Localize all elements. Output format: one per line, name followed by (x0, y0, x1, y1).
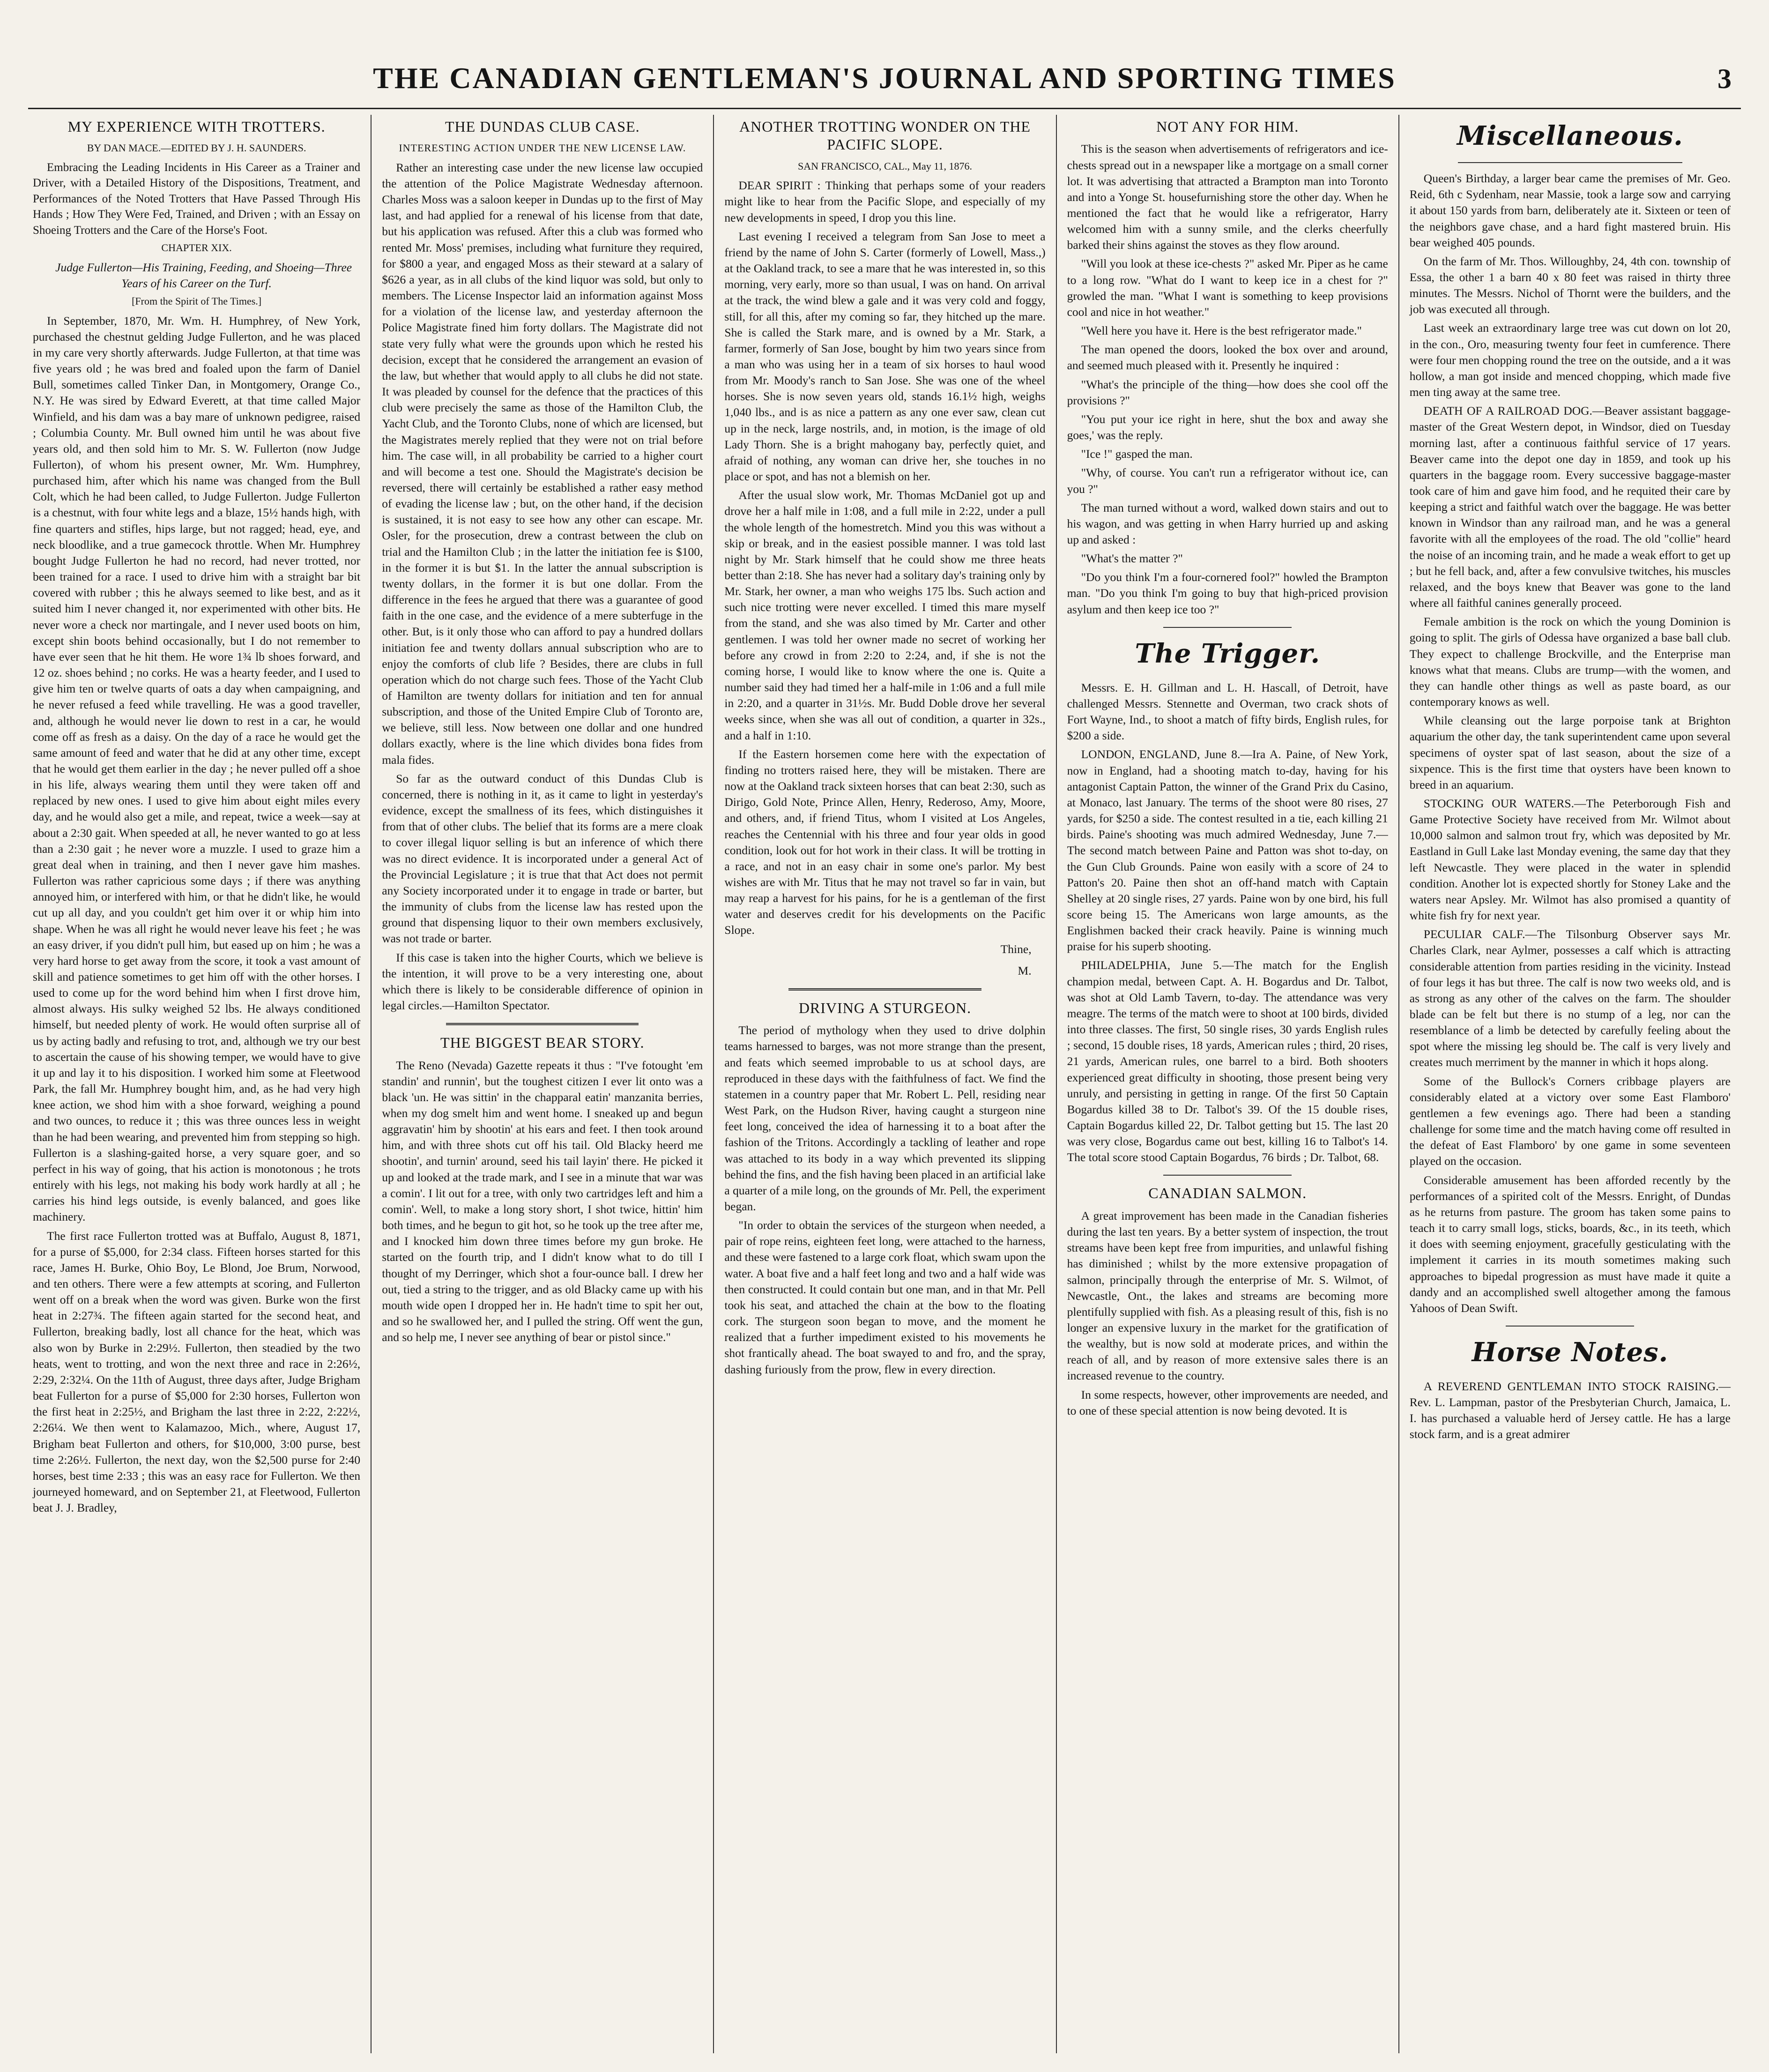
paragraph: Rather an interesting case under the new license law occupied the attention of the Police Magistrate Wednesday afternoon. Charles Moss was a saloon keeper in Dundas up to the first of May last, and had applied for a renewal of his license from that date, but his application was refused. After this a club was formed who rented Mr. Moss' premises, including what furniture they required, for $800 a year, and engaged Moss as their steward at a salary of $626 a year, as in all clubs of the kind liquor was sold, but only to members. The License Inspector laid an information against Moss for a violation of the license law, and yesterday afternoon the Police Magistrate fined him forty dollars. The Magistrate did not state very fully what were the grounds upon which he rested his decision, except that he considered the arrangement an evasion of the law, but whether that would apply to all clubs he did not state. It was pleaded by counsel for the defence that the practices of this club were precisely the same as those of the Hamilton Club, the Yacht Club, and the Toronto Clubs, none of which are licensed, but the Magistrates merely replied that they were not on trial before him. The case will, in all probability be carried to a higher court and will become a test one. Should the Magistrate's decision be reversed, there will certainly be established a rather easy method of evading the license law ; but, on the other hand, if the decision is sustained, it is not easy to see how any other can escape. Mr. Osler, for the prosecution, drew a contrast between the club on trial and the Hamilton Club ; in the latter the initiation fee is $100, in the former it is but $1. In the latter the annual subscription is twenty dollars, in the former it is but one dollar. From the difference in the fees he argued that there was a guarantee of good faith in the one case, and the evidence of a mere subterfuge in the other. But, is it only those who can afford to pay a hundred dollars initiation fee and twenty dollars annual subscription who are to enjoy the comforts of club life ? Besides, there are clubs in full operation which do not charge such fees. Those of the Yacht Club of Hamilton are twenty dollars for initiation and ten for annual subscription, and those of the United Empire Club of Toronto are, we believe, still less. Now between one dollar and one hundred dollars exactly, where is the line which divides bona fides from mala fides. (382, 160, 703, 767)
paragraph: In some respects, however, other improvements are needed, and to one of these special attention is now being devoted. It is (1067, 1387, 1388, 1417)
masthead (28, 56, 1741, 109)
dateline: SAN FRANCISCO, CAL., May 11, 1876. (797, 160, 972, 172)
paragraph: A REVEREND GENTLEMAN INTO STOCK RAISING.—Rev. L. Lampman, pastor of the Presbyterian Church, Jamaica, L. I. has purchased a valuable herd of Jersey cattle. He has a large stock farm, and is a great admirer (1409, 1379, 1731, 1441)
paragraph: STOCKING OUR WATERS.—The Peterborough Fish and Game Protective Society have received from Mr. Wilmot about 10,000 salmon and salmon trout fry, which was deposited by Mr. Eastland in Gull Lake last Monday evening, the same day that they left Newcastle. They were placed in the water in splendid condition. Another lot is expected shortly for Stoney Lake and the waters near Apsley. Mr. Wilmot has also promised a quantity of white fish fry for next year. (1409, 796, 1731, 923)
paragraph: Female ambition is the rock on which the young Dominion is going to split. The girls of Odessa have organized a base ball club. They expect to challenge Brockville, and the Enterprise man knows what that means. Clubs are trump—with the women, and they can handle other things as well as paste board, as our contemporary knows as well. (1409, 615, 1731, 709)
paragraph: "You put your ice right in here, shut the box and away she goes,' was the reply. (1067, 412, 1388, 442)
paragraph: The man opened the doors, looked the box over and around, and seemed much pleased with it. Presently he inquired : (1067, 343, 1388, 373)
paragraph: The man turned without a word, walked down stairs and out to his wagon, and was getting in when Harry hurried up and asking up and asked : (1067, 500, 1388, 546)
column-2 (371, 115, 713, 2053)
paragraph: Last evening I received a telegram from San Jose to meet a friend by the name of John S. Carter (formerly of Lowell, Mass.,) at the Oakland track, to see a mare that he was interested in, so this morning, very early, more so than usual, I was on hand. On arrival at the track, the wind blew a gale and it was very cold and foggy, still, for all this, after my coming so far, they hitched up the mare. She is called the Stark mare, and is owned by a Mr. Stark, a farmer, formerly of San Jose, bought by him two years since from a man who was using her in a team of six horses to haul wood from Mr. Moody's ranch to San Jose. She was one of the wheel horses. She is now seven years old, stands 16.1½ high, weighs 1,040 lbs., and is as nice a pattern as any one ever saw, clean cut up in the neck, large nostrils, and, in motion, is the image of old Lady Thorn. She is a bright mahogany bay, perfectly quiet, and afraid of nothing, any woman can drive her, she touches in no place or spot, and has not a blemish on her. (724, 229, 1046, 484)
paragraph: On the farm of Mr. Thos. Willoughby, 24, 4th con. township of Essa, the other 1 a barn 40 x 80 feet was raised in thirty three minutes. The Messrs. Nichol of Thornt were the builders, and the job was executed all through. (1409, 254, 1731, 316)
paragraph: A great improvement has been made in the Canadian fisheries during the last ten years. By a better system of inspection, the trout streams have been kept free from impurities, and unlawful fishing has diminished ; whilst by the more extensive propagation of salmon, principally through the enterprise of Mr. S. Wilmot, of Newcastle, Ont., the lakes and streams are becoming more plentifully supplied with fish. As a pleasing result of this, fish is no longer an expensive luxury in the market for the gratification of the wealthy, but is now sold at moderate prices, and within the reach of all, and by reason of more extensive sales there is an increased revenue to the country. (1067, 1208, 1388, 1383)
paragraph: DEAR SPIRIT : Thinking that perhaps some of your readers might like to hear from the Pacific Slope, and especially of my new developments in speed, I drop you this line. (724, 179, 1046, 224)
paragraph: "Will you look at these ice-chests ?" asked Mr. Piper as he came to a long row. "What do I want to keep ice in a chest for ?" growled the man. "What I want is something to keep provisions cool and nice in hot weather." (1067, 257, 1388, 319)
newspaper-title: THE CANADIAN GENTLEMAN'S JOURNAL AND SPORTING TIMES (373, 61, 1396, 95)
column-3 (713, 115, 1055, 2053)
paragraph: "What's the matter ?" (1081, 552, 1183, 566)
section-heading: Horse Notes. (1472, 1336, 1669, 1368)
paragraph: "Well here you have it. Here is the best refrigerator made." (1081, 324, 1362, 338)
column-1 (28, 115, 371, 2053)
paragraph: In September, 1870, Mr. Wm. H. Humphrey, of New York, purchased the chestnut gelding Judge Fullerton, and he was placed in my care very shortly afterwards. Judge Fullerton, at that time was five years old ; he was bred and foaled upon the farm of Daniel Bull, sometimes called Tinker Dan, in Montgomery, Orange Co., N.Y. He was sired by Edward Everett, at that time called Major Winfield, and his dam was a bay mare of unknown pedigree, raised ; Columbia County. Mr. Bull owned him until he was about five years old, and then sold him to Mr. S. W. Fullerton (now Judge Fullerton), of whom his present owner, Mr. Wm. Humphrey, purchased him, after which his name was changed from the Bull Colt, which he had been called, to Judge Fullerton. Judge Fullerton is a chestnut, with four white legs and a blaze, 15½ hands high, with fine quarters and stifles, hips large, but not ragged; head, eye, and neck bloodlike, and a true gamecock throttle. When Mr. Humphrey bought Judge Fullerton he had no record, had never trotted, nor been trained for a race. I used to drive him with a straight bar bit covered with rubber ; this he always seemed to like best, and as it suited him I never changed it, nor experimented with other bits. He never wore a check nor martingale, and I never used boots on him, except shin boots behind occasionally, but I do not remember to have ever seen that he hit them. He wore 1¾ lb shoes forward, and 12 oz. shoes behind ; no corks. He was a hearty feeder, and I used to give him ten or twelve quarts of oats a day when campaigning, and he never refused a feed while travelling. He was a good traveller, and, although he would never lie down to rest in a car, he would come off as fresh as a daisy. On the day of a race he would get the same amount of feed and water that he did at any other time, except that he would get them earlier in the day ; he never pulled off a shoe in his life, always wearing them until they were taken off and replaced by new ones. I used to give him about eight miles every day, and he would also get a mile, and repeat, twice a week—say at about a 2:30 gait. When speeded at all, he never wanted to go at less than a 2:30 gait ; he never wore a muzzle. I used to graze him a great deal when in training, and then I never gave him mashes. Fullerton was rather capricious some days ; if there was anything annoyed him, or interfered with him, or that he didn't like, he would cut up all day, and you couldn't get him over it or whip him into shape. When he was all right he would never leave his feet ; he was an easy driver, if you didn't pull him, but eased up on him ; he was a very hard horse to get away from the score, it took a vast amount of skill and patience sometimes to get him off with the other horses. I used to come up for the word behind him when I first drove him, almost always. His sulky weighed 52 lbs. He always conditioned himself, but needed plenty of work. He would often surprise all of us by acting badly and refusing to trot, and, although we try our best to ascertain the cause of his showing temper, we would have to give it up and lay it to his disposition. I worked him some at Fleetwood Park, the fall Mr. Humphrey bought him, and, as he had very high knee action, we shod him with a shoe forward, weighing a pound and two ounces, to reduce it ; this was three ounces less in weight than he had been wearing, and prevented him from stepping so high. Fullerton is a slashing-gaited horse, a very square goer, and so perfect in his way of going, that his action is monotonous ; he trots entirely with his legs, not making his body work hardly at all ; he carries his hind legs outside, is evenly balanced, and goes like machinery. (33, 313, 361, 1224)
byline: BY DAN MACE.—EDITED BY J. H. SAUNDERS. (87, 142, 306, 154)
article-summary: Embracing the Leading Incidents in His Career as a Trainer and Driver, with a Detailed History of the Dispositions, Treatment, and Performances of the Noted Trotters that Have Passed Through His Hands ; How They Were Fed, Trained, and Driven ; with an Essay on Shoeing Trotters and the Care of the Horse's Foot. (33, 161, 361, 237)
paragraph: "Why, of course. You can't run a refrigerator without ice, can you ?" (1067, 466, 1388, 496)
paragraph: PECULIAR CALF.—The Tilsonburg Observer says Mr. Charles Clark, near Aylmer, possesses a calf which is attracting considerable attention from parties residing in the vicinity. Instead of four legs it has but three. The calf is now two weeks old, and is as strong as any other of the calves on the farm. The shoulder blade can be felt but there is no stump of a leg, nor can the resemblance of a limb be detected by carefully feeling about the spot where the missing leg should be. The calf is very lively and creates much merriment by the manner in which it hops along. (1409, 927, 1731, 1069)
source-credit: [From the Spirit of The Times.] (132, 295, 262, 307)
paragraph: PHILADELPHIA, June 5.—The match for the English champion medal, between Capt. A. H. Bogardus and Dr. Talbot, was shot at Old Lamb Tavern, to-day. The attendance was very meagre. The terms of the match were to shoot at 100 birds, divided into three classes. The first, 50 single rises, 30 yards English rules ; second, 15 double rises, 18 yards, American rules ; third, 20 rises, 21 yards, American rules, one barrel to a bird. Both shooters experienced great difficulty in shooting, those present being very unruly, and persisting in getting in range. Of the first 50 Captain Bogardus killed 38 to Dr. Talbot's 39. Of the 15 double rises, Captain Bogardus killed 22, Dr. Talbot getting but 15. The last 20 was very close, Bogardus came out best, killing 16 to Talbot's 14. The total score stood Captain Bogardus, 76 birds ; Dr. Talbot, 68. (1067, 958, 1388, 1164)
paragraph: The Reno (Nevada) Gazette repeats it thus : "I've fotought 'em standin' and runnin', but the toughest citizen I ever lit onto was a black 'un. He was sittin' in the chapparal eatin' manzanita berries, when my dog smelt him and went home. I sneaked up and begun aggravatin' him by shootin' at his ears and feet. I then took around him, and with three shots cut off his tail. Old Blacky heerd me shootin', and turnin' around, seed his tail layin' there. He picked it up and looked at the trade mark, and I see in a minute that war was a comin'. I lit out for a tree, with only two cartridges left and him a comin'. Well, to make a long story short, I shot twice, hittin' him both times, and he begun to git hot, so he took up the tree after me, and I knocked him down three times before my gun broke. He started on the fourth trip, and I didn't know what to do till I thought of my Derringer, which shot a four-ounce ball. I drew her out, tied a string to the trigger, and as old Blacky came up with his mouth wide open I dropped her in. He hadn't time to spit her out, and so he swallowed her, and I pulled the string. Off went the gun, and so help me, I never see anything of bear or pistol since." (382, 1058, 703, 1344)
article-heading: ANOTHER TROTTING WONDER ON THE PACIFIC SLOPE. (739, 118, 1031, 153)
chapter-title: Judge Fullerton—His Training, Feeding, and Shoeing—Three Years of his Career on the Turf. (55, 260, 352, 290)
paragraph: DEATH OF A RAILROAD DOG.—Beaver assistant baggage-master of the Great Western depot, in Windsor, died on Tuesday morning last, after a continuous faithful service of 17 years. Beaver came into the depot one day in 1859, and took up his quarters in the baggage room. Every successive baggage-master took care of him and gave him food, and he requited their care by keeping a strict and faithful watch over the baggage. He was better known in Windsor than any railroad man, and he was a general favorite with all the employees of the road. The old "collie" heard the noise of an incoming train, and he made a weak effort to get up ; but he fell back, and, after a few convulsive twitches, his muscles relaxed, and the boys knew that Beaver was gone to the land where all faithful canines generally proceed. (1409, 404, 1731, 610)
page-number: 3 (1717, 63, 1732, 94)
article-deck: INTERESTING ACTION UNDER THE NEW LICENSE LAW. (399, 142, 686, 154)
paragraph: So far as the outward conduct of this Dundas Club is concerned, there is nothing in it, as it came to light in yesterday's evidence, except the smallness of its fees, which distinguishes it from that of other clubs. The belief that its forms are a mere cloak to cover illegal liquor selling is but an inference of which there was no direct evidence. It is incorporated under a general Act of the Provincial Legislature ; it is true that that Act does not permit any Society incorporated under it to engage in trade or barter, but the immunity of clubs from the license law has rested upon the ground that dispensing liquor to their own members exclusively, was not trade or barter. (382, 771, 703, 946)
divider (1506, 1326, 1634, 1327)
article-heading: MY EXPERIENCE WITH TROTTERS. (67, 118, 326, 135)
paragraph: If the Eastern horsemen come here with the expectation of finding no trotters raised here, they will be mistaken. There are now at the Oakland track sixteen horses that can beat 2:30, such as Dirigo, Gold Note, Prince Allen, Henry, Rederoso, Amy, Moore, and others, and, if friend Titus, whom I visited at Los Angeles, reaches the Centennial with his three and four year olds in good condition, look out for hot work in their class. It will be trotting in a race, and not in an easy chair in some one's parlor. My best wishes are with Mr. Titus that he may not travel so far in vain, but may reap a harvest for his pains, for he is a gentleman of the first water and deserves credit for his developments on the Pacific Slope. (724, 747, 1046, 937)
article-heading: DRIVING A STURGEON. (798, 999, 972, 1016)
paragraph: Queen's Birthday, a larger bear came the premises of Mr. Geo. Reid, 6th c Sydenham, near Massie, took a large sow and carrying it about 150 yards from barn, deliberately ate it. Sixteen or teen of the neighbors gave chase, and a hard fight mastered bruin. His bear weighed 405 pounds. (1409, 171, 1731, 249)
article-heading: THE DUNDAS CLUB CASE. (445, 118, 640, 135)
article-heading: CANADIAN SALMON. (1148, 1185, 1307, 1202)
column-4 (1056, 115, 1398, 2053)
article-heading: THE BIGGEST BEAR STORY. (440, 1034, 645, 1051)
paragraph: "In order to obtain the services of the sturgeon when needed, a pair of rope reins, eighteen feet long, were attached to the harness, and these were fastened to a large cork float, which swam upon the water. A boat five and a half feet long and two and a half wide was then constructed. It could contain but one man, and in that Mr. Pell took his seat, and attached the chain at the bow to the floating cork. The sturgeon soon began to move, and the moment he realized that a further impediment existed to his movements he shot frantically ahead. The boat swayed to and fro, and the spray, dashing furiously from the prow, flew in every direction. (724, 1218, 1046, 1376)
paragraph: "What's the principle of the thing—how does she cool off the provisions ?" (1067, 377, 1388, 407)
divider (1163, 627, 1292, 628)
article-heading: NOT ANY FOR HIM. (1156, 118, 1299, 135)
author-initial: M. (1018, 963, 1032, 977)
paragraph: After the usual slow work, Mr. Thomas McDaniel got up and drove her a half mile in 1:08, and a full mile in 2:22, under a pull the whole length of the homestretch. Mind you this was without a skip or break, and in the easiest possible manner. I was told last night by Mr. Stark himself that he could show me three heats better than 2:18. She has never had a solitary day's training only by Mr. Stark, her owner, a man who weighs 175 lbs. Such action and such nice trotting were never excelled. I timed this mare myself from the stand, and she was also timed by Mr. Carter and other gentlemen. I was told her owner made no secret of working her before any crowd in from 2:20 to 2:24, and, if she is not the coming horse, I would like to know where the one is. Quite a number said they had timed her a half-mile in 1:06 and a full mile in 2:20, and a quarter in 31½s. Mr. Budd Doble drove her several weeks since, when she was all out of condition, a quarter in 32s., and a half in 1:10. (724, 488, 1046, 742)
section-heading: The Trigger. (1135, 638, 1321, 669)
newspaper-page (28, 115, 1741, 2053)
paragraph: While cleansing out the large porpoise tank at Brighton aquarium the other day, the tank superintendent came upon several specimens of oyster spat of last season, about the size of a sixpence. This is the first time that oysters have been known to breed in an aquarium. (1409, 714, 1731, 791)
paragraph: Last week an extraordinary large tree was cut down on lot 20, in the con., Oro, measuring twenty four feet in cumference. There were four men chopping round the tree on the outside, and a it was hollow, a man got inside and menced chopping, which made five men ting away at the same tree. (1409, 321, 1731, 399)
signoff: Thine, (1000, 942, 1032, 956)
column-5 (1398, 115, 1741, 2053)
divider (788, 988, 981, 991)
chapter-number: CHAPTER XIX. (161, 242, 232, 254)
paragraph: Messrs. E. H. Gillman and L. H. Hascall, of Detroit, have challenged Messrs. Stennette and Overman, two crack shots of Fort Wayne, Ind., to shoot a match of fifty birds, English rules, for $200 a side. (1067, 680, 1388, 743)
divider (1163, 1175, 1292, 1176)
divider (1458, 162, 1683, 163)
paragraph: Some of the Bullock's Corners cribbage players are considerably elated at a victory over some East Flamboro' gentlemen a few evenings ago. There had been a standing challenge for some time and the match having come off resulted in the defeat of East Flamboro' by one game in some seventeen played on the occasion. (1409, 1074, 1731, 1168)
paragraph: LONDON, ENGLAND, June 8.—Ira A. Paine, of New York, now in England, had a shooting match to-day, having for his antagonist Captain Patton, the winner of the Grand Prix du Casino, at Monaco, last January. The terms of the shoot were 80 rises, 27 yards, for $250 a side. The contest resulted in a tie, each killing 21 birds. Paine's shooting was much admired Wednesday, June 7.—The second match between Paine and Patton was shot to-day, on the Gun Club Grounds. Paine won easily with a score of 24 to Patton's 20. Paine then shot an off-hand match with Captain Shelley at 20 single rises, 27 yards. Paine won by one bird, his full score being 15. The Americans won large amounts, as the Englishmen backed their crack heavily. Paine is winning much praise for his superb shooting. (1067, 747, 1388, 954)
paragraph: The period of mythology when they used to drive dolphin teams harnessed to barges, was not more strange than the present, and feats which seemed improbable to us at school days, are reproduced in these days with the faithfulness of fact. We find the statemen in a country paper that Mr. Robert L. Pell, residing near West Park, on the Hudson River, having caught a sturgeon nine feet long, conceived the idea of harnessing it to a boat after the fashion of the Tritons. Accordingly a tackling of leather and rope was attached to its body in a way which prevented its slipping behind the fins, and the fish having been placed in an artificial lake a quarter of a mile long, on the grounds of Mr. Pell, the experiment began. (724, 1023, 1046, 1214)
paragraph: This is the season when advertisements of refrigerators and ice-chests spread out in a newspaper like a mortgage on a small corner lot. It was advertising that attracted a Brampton man into Toronto and into a Yonge St. housefurnishing store the other day. When he mentioned the fact that he would like a refrigerator, Harry welcomed him with a sunny smile, and the clerks cheerfully barked their shins against the stoves as they flow around. (1067, 142, 1388, 252)
section-heading: Miscellaneous. (1457, 120, 1683, 151)
divider (446, 1023, 639, 1025)
paragraph: Considerable amusement has been afforded recently by the performances of a spirited colt of the Messrs. Enright, of Dundas as he returns from pasture. The groom has taken some pains to teach it to carry small logs, sticks, boards, &c., in its teeth, which it does with seeming enjoyment, gracefully gesticulating with the implement it carries in its mouth sometimes making such approaches to bipedal progression as must have made it quite a dandy and an accomplished swell altogether among the famous Yahoos of Dean Swift. (1409, 1173, 1731, 1315)
paragraph: The first race Fullerton trotted was at Buffalo, August 8, 1871, for a purse of $5,000, for 2:34 class. Fifteen horses started for this race, James H. Burke, Ohio Boy, Le Blond, Joe Brum, Norwood, and ten others. There were a few attempts at scoring, and Fullerton went off on a break when the word was given. Burke won the first heat in 2:27¾. The fifteen again started for the second heat, and Fullerton, breaking badly, lost all chance for the heat, which was also won by Burke in 2:29½. Fullerton, then steadied by the two heats, went to trotting, and won the next three and race in 2:26½, 2:29, 2:32¼. On the 11th of August, three days after, Judge Brigham beat Fullerton for a purse of $5,000 for 2:30 horses, Fullerton won the first heat in 2:25½, and Brigham the last three in 2:22, 2:22½, 2:26¼. We then went to Kalamazoo, Mich., where, August 17, Brigham beat Fullerton and others, for $10,000, 3:00 purse, best time 2:26½. Fullerton, the next day, won the $2,500 purse for 2:40 horses, best time 2:33 ; this was an easy race for Fullerton. We then journeyed homeward, and on September 21, at Fleetwood, Fullerton beat J. J. Bradley, (33, 1229, 361, 1515)
paragraph: "Ice !" gasped the man. (1081, 447, 1193, 461)
paragraph: "Do you think I'm a four-cornered fool?" howled the Brampton man. "Do you think I'm going to buy that high-priced provision asylum and then keep ice too ?" (1067, 570, 1388, 616)
paragraph: If this case is taken into the higher Courts, which we believe is the intention, it will prove to be a very interesting one, about which there is likely to be considerable difference of opinion in legal circles.—Hamilton Spectator. (382, 950, 703, 1012)
